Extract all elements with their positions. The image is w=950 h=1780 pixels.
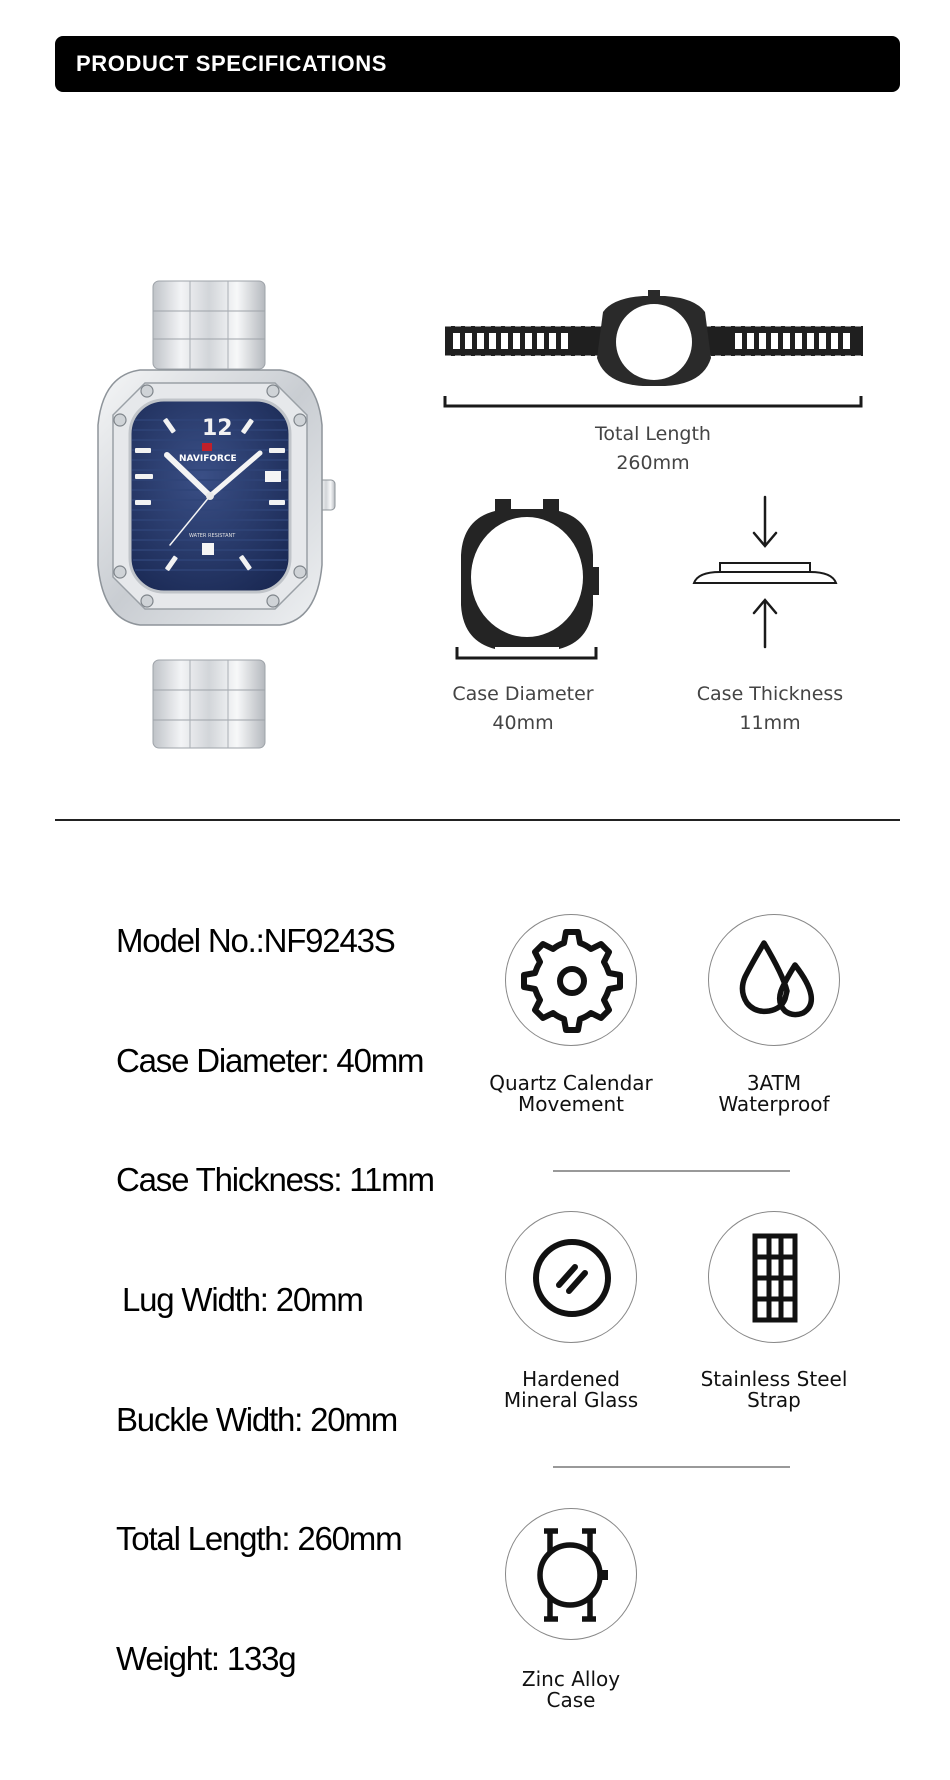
feature-waterproof-badge: [708, 914, 840, 1046]
case-thickness-diagram: [690, 495, 840, 650]
svg-text:WATER RESISTANT: WATER RESISTANT: [189, 533, 236, 539]
total-length-value: 260mm: [616, 452, 690, 474]
arrow-up-icon: [754, 600, 776, 647]
feature-case-label: Zinc Alloy Case: [521, 1667, 621, 1712]
spec-weight: Weight: 133g: [116, 1640, 296, 1677]
svg-text:12: 12: [202, 416, 233, 441]
case-diameter-label: [423, 680, 623, 738]
water-drops-icon: [709, 915, 841, 1047]
case-diameter-title: Case Diameter: [452, 683, 594, 705]
spec-lug-width: Lug Width: 20mm: [122, 1281, 363, 1318]
gear-icon: [506, 915, 638, 1047]
feature-strap-badge: [708, 1211, 840, 1343]
header-bar: [55, 36, 900, 92]
spec-buckle-width: Buckle Width: 20mm: [116, 1401, 397, 1438]
case-thickness-title: Case Thickness: [696, 683, 844, 705]
spec-total-length: Total Length: 260mm: [116, 1520, 402, 1557]
feature-glass-label: Hardened Mineral Glass: [503, 1367, 639, 1412]
watch-case-icon: [506, 1509, 638, 1641]
feature-divider: [553, 1170, 790, 1172]
total-length-title: Total Length: [595, 423, 711, 445]
arrow-down-icon: [754, 497, 776, 546]
case-diameter-value: 40mm: [492, 712, 554, 734]
case-profile-icon: [694, 563, 836, 583]
feature-strap-label: Stainless Steel Strap: [700, 1367, 848, 1412]
case-outline-icon: [461, 499, 599, 649]
total-length-diagram: [443, 288, 863, 410]
glass-icon: [506, 1212, 638, 1344]
spec-case-diameter: Case Diameter: 40mm: [116, 1042, 424, 1079]
feature-waterproof-label: 3ATM Waterproof: [718, 1071, 830, 1116]
strap-icon: [709, 1212, 841, 1344]
total-length-label: [553, 420, 753, 478]
feature-movement-badge: [505, 914, 637, 1046]
feature-movement-label: Quartz Calendar Movement: [489, 1071, 653, 1116]
case-thickness-value: 11mm: [739, 712, 801, 734]
svg-text:NAVIFORCE: NAVIFORCE: [179, 454, 237, 464]
spec-model-number: Model No.:NF9243S: [116, 922, 395, 959]
case-diameter-diagram: [455, 495, 605, 665]
feature-glass-badge: [505, 1211, 637, 1343]
feature-divider: [553, 1466, 790, 1468]
section-divider: [55, 819, 900, 821]
watch-product-image: [85, 275, 345, 755]
strap-outline-icon: [445, 290, 863, 386]
spec-case-thickness: Case Thickness: 11mm: [116, 1161, 434, 1198]
feature-case-badge: [505, 1508, 637, 1640]
case-thickness-label: [670, 680, 870, 738]
page-title: PRODUCT SPECIFICATIONS: [76, 51, 388, 76]
